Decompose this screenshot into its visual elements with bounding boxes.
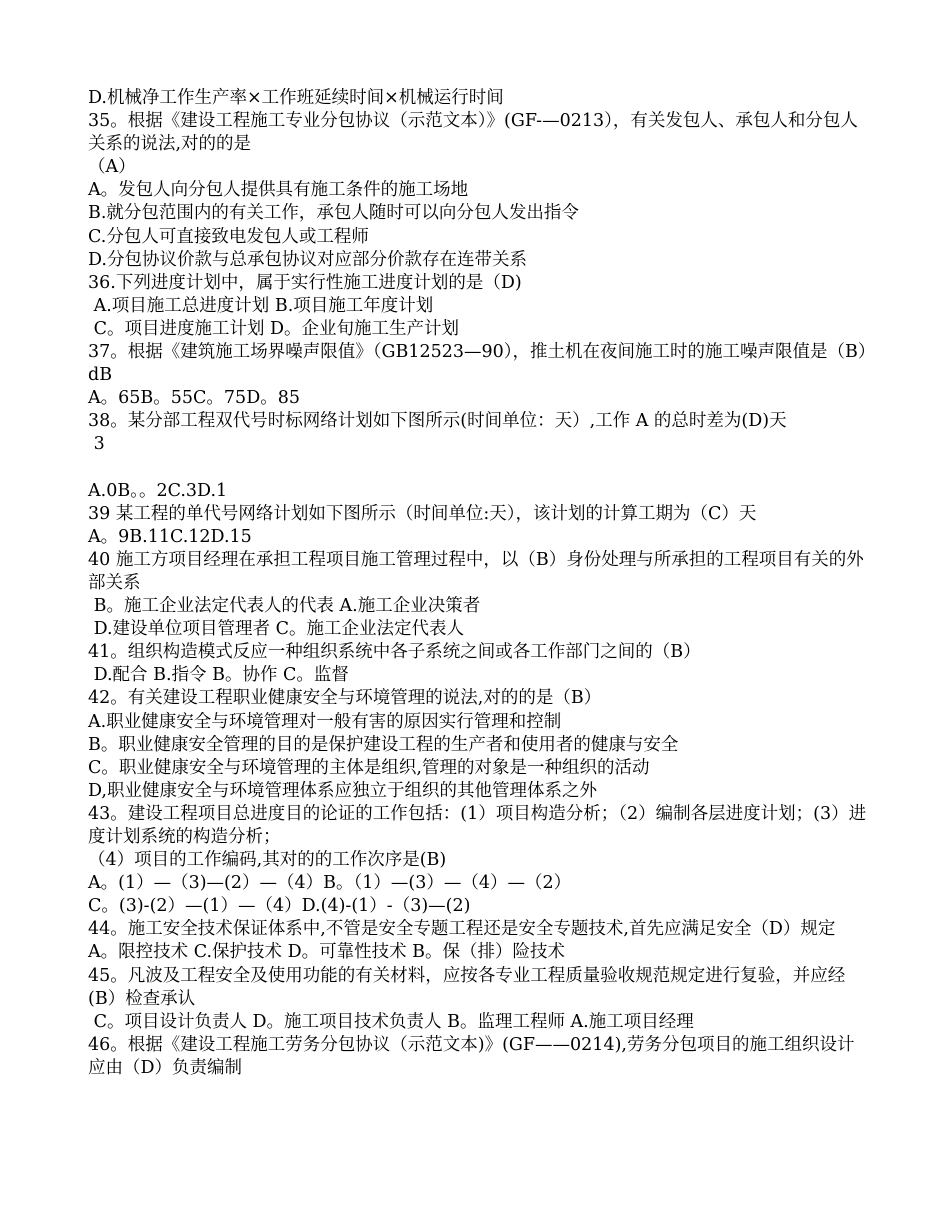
- question-39: 39 某工程的单代号网络计划如下图所示（时间单位:天），该计划的计算工期为（C）天: [88, 503, 757, 524]
- question-37: 37。根据《建筑施工场界噪声限值》（GB12523—90），推土机在夜间施工时的施工噪声限值是（B）dB: [88, 342, 867, 386]
- option-line: C。(3)-(2）—(1）—（4）D.(4)-(1）-（3)—(2): [88, 896, 471, 917]
- option-line: A.职业健康安全与环境管理对一般有害的原因实行管理和控制: [88, 711, 562, 732]
- question-46: 46。根据《建设工程施工劳务分包协议（示范文本)》(GF——0214),劳务分包项目的施工组织设计应由（D）负责编制: [88, 1034, 855, 1078]
- option-line: A。发包人向分包人提供具有施工条件的施工场地: [88, 180, 469, 201]
- option-line: B.就分包范围内的有关工作，承包人随时可以向分包人发出指令: [88, 203, 579, 224]
- option-line: D.建设单位项目管理者 C。施工企业法定代表人: [88, 619, 464, 640]
- option-line: D,职业健康安全与环境管理体系应独立于组织的其他管理体系之外: [88, 780, 597, 801]
- option-line: C.分包人可直接致电发包人或工程师: [88, 226, 369, 247]
- question-40: 40 施工方项目经理在承担工程项目施工管理过程中，以（B）身份处理与所承担的工程项目有关的外部关系: [88, 549, 864, 593]
- question-35: 35。根据《建设工程施工专业分包协议（示范文本）》(GF-—0213），有关发包人、承包人和分包人关系的说法,对的的是: [88, 111, 858, 155]
- question-43: 43。建设工程项目总进度目的论证的工作包括：(1）项目构造分析；（2）编制各层进度计划；(3）进度计划系统的构造分析；: [88, 803, 867, 847]
- option-line: C。项目进度施工计划 D。企业旬施工生产计划: [88, 318, 460, 339]
- option-line: A.项目施工总进度计划 B.项目施工年度计划: [88, 295, 434, 316]
- option-line: D.分包协议价款与总承包协议对应部分价款存在连带关系: [88, 249, 527, 270]
- question-41: 41。组织构造模式反应一种组织系统中各子系统之间或各工作部门之间的（B）: [88, 642, 701, 663]
- option-line: A。9B.11C.12D.15: [88, 526, 252, 547]
- question-36: 36.下列进度计划中，属于实行性施工进度计划的是（D): [88, 272, 522, 293]
- option-line: B。施工企业法定代表人的代表 A.施工企业决策者: [88, 596, 481, 617]
- option-line: C。职业健康安全与环境管理的主体是组织,管理的对象是一种组织的活动: [88, 757, 650, 778]
- answer-line: （A）: [88, 157, 136, 178]
- option-line: A。65B。55C。75D。85: [88, 388, 300, 409]
- question-42: 42。有关建设工程职业健康安全与环境管理的说法,对的的是（B）: [88, 688, 602, 709]
- option-line: A。(1）—（3)—(2）—（4）B。（1）—(3）—（4）—（2）: [88, 873, 572, 894]
- question-45: 45。凡波及工程安全及使用功能的有关材料，应按各专业工程质量验收规范规定进行复验，并应经(B）检查承认: [88, 965, 846, 1009]
- question-44: 44。施工安全技术保证体系中,不管是安全专题工程还是安全专题技术,首先应满足安全（D）规定: [88, 919, 836, 940]
- text-line: 3: [88, 434, 105, 455]
- text-line: D.机械净工作生产率×工作班延续时间×机械运行时间: [88, 88, 504, 108]
- blank-line: [88, 457, 870, 480]
- option-line: A。限控技术 C.保护技术 D。可靠性技术 B。保（排）险技术: [88, 942, 566, 963]
- question-38: 38。某分部工程双代号时标网络计划如下图所示(时间单位：天）,工作 A 的总时差为(D)天: [88, 411, 787, 432]
- option-line: A.0B。。2C.3D.1: [88, 480, 228, 501]
- text-line: （4）项目的工作编码,其对的的工作次序是(B): [88, 850, 447, 871]
- option-line: B。职业健康安全管理的目的是保护建设工程的生产者和使用者的健康与安全: [88, 734, 679, 755]
- option-line: C。项目设计负责人 D。施工项目技术负责人 B。监理工程师 A.施工项目经理: [88, 1011, 694, 1032]
- option-line: D.配合 B.指令 B。协作 C。监督: [88, 665, 349, 686]
